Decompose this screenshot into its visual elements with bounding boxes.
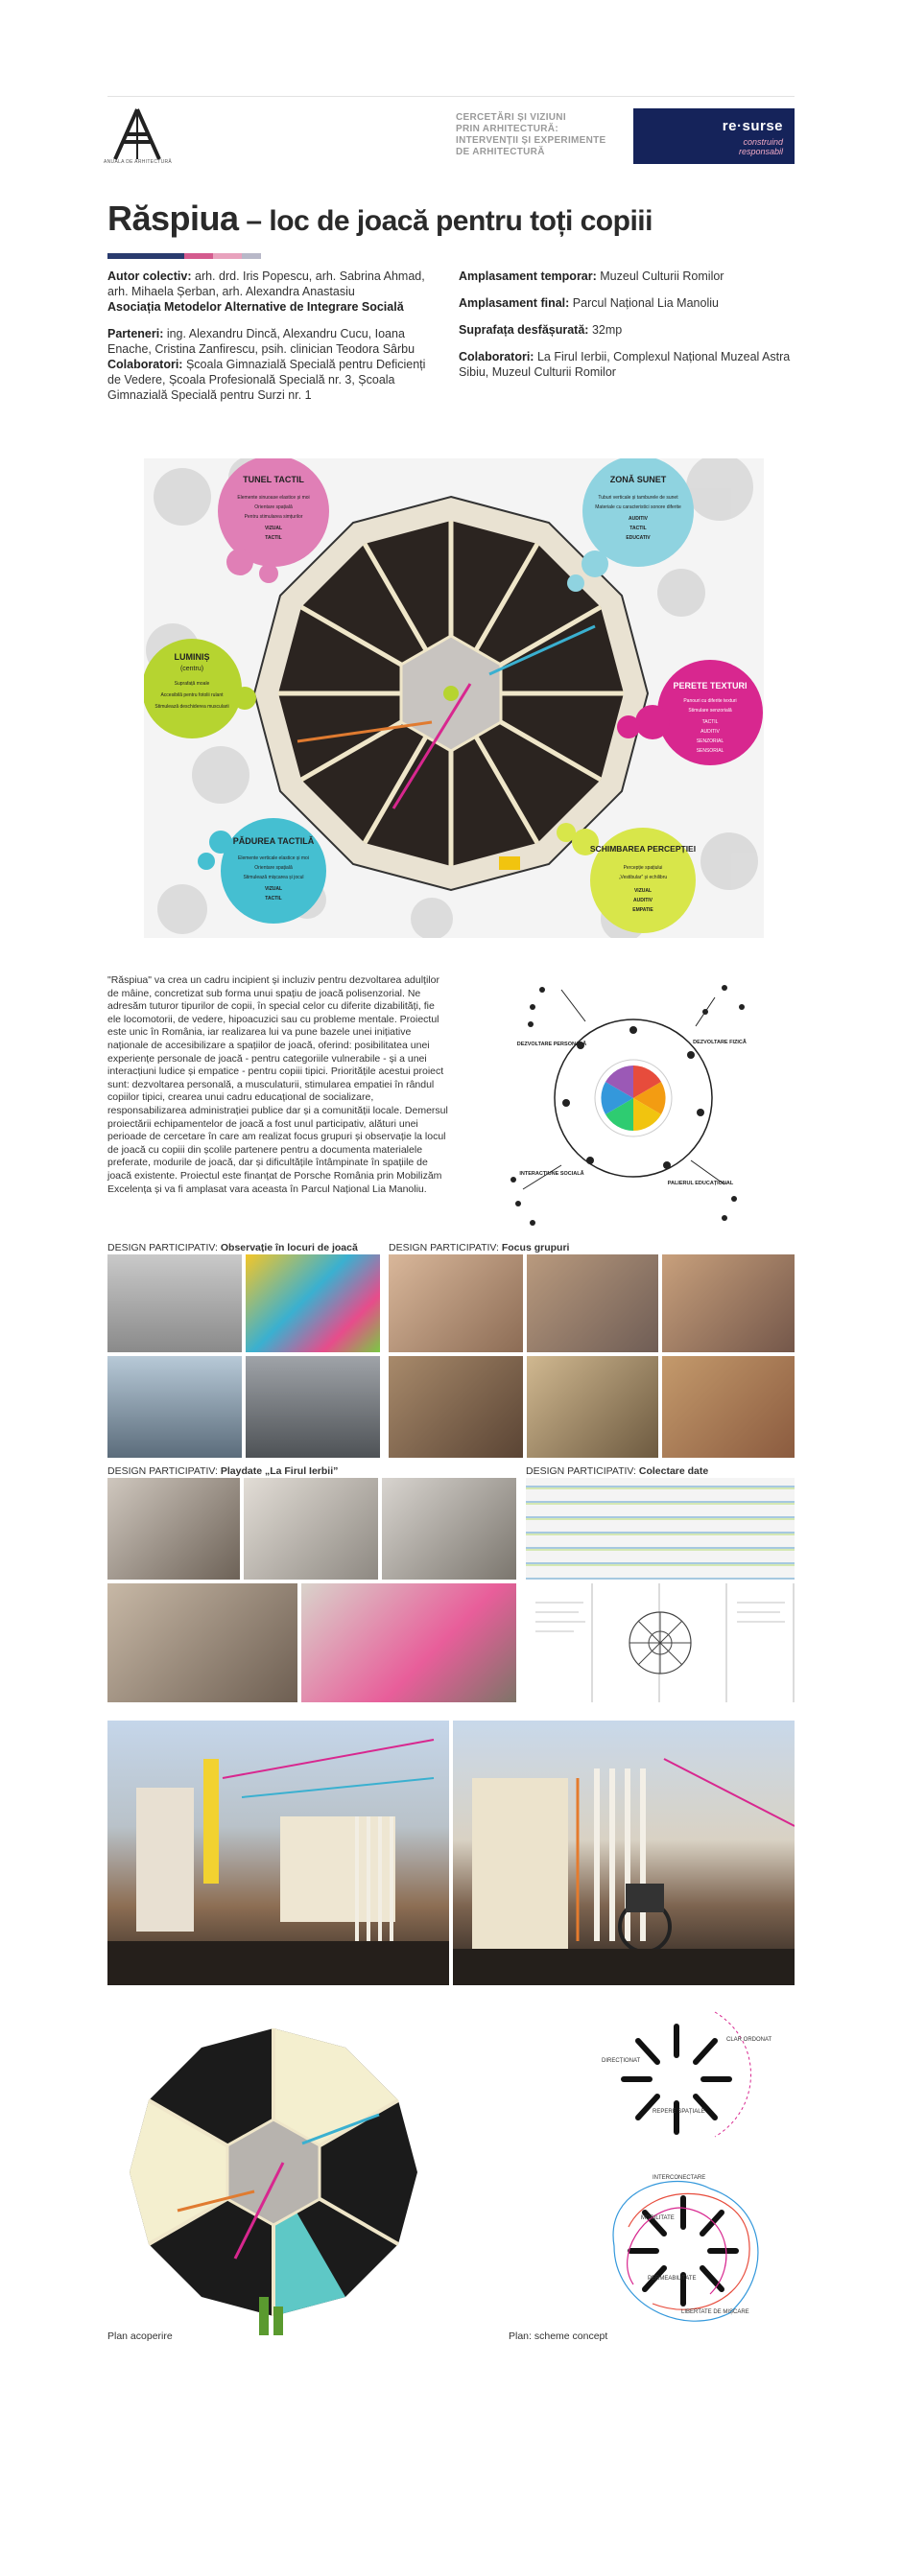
section-prefix: DESIGN PARTICIPATIV:	[107, 1465, 221, 1477]
bubble-line: VIZUAL	[264, 526, 283, 531]
bubble-line: Stimulare senzorială	[688, 708, 732, 714]
title-bar-segment	[107, 253, 146, 259]
photo-child-ball	[107, 1356, 242, 1458]
bubble-line: Elemente verticale elastice și moi	[238, 855, 309, 861]
collaborators-right	[459, 349, 795, 380]
bubble-subtitle: (centru)	[179, 666, 204, 672]
collab-label: Colaboratori:	[107, 358, 183, 371]
title-bar-segment	[184, 253, 213, 259]
final-site	[459, 295, 795, 311]
collaborators-right-label: Colaboratori:	[459, 350, 534, 363]
bubble-line: Percepție spațiului	[623, 865, 663, 871]
title-subtitle: – loc de joacă pentru toți copiii	[238, 205, 653, 237]
concept-scheme-2	[595, 2169, 777, 2332]
section-title: Observație în locuri de joacă	[220, 1242, 358, 1253]
bubble-tunel-title: TUNEL TACTIL	[243, 475, 304, 484]
area-value: 32mp	[588, 323, 623, 337]
title-bar-segment	[213, 253, 242, 259]
tagline-line: CERCETĂRI ȘI VIZIUNI	[456, 112, 566, 123]
bubble-line: AUDITIV	[633, 898, 653, 903]
association: Asociația Metodelor Alternative de Integrare Socială	[107, 300, 404, 314]
caption-concept-schemes: Plan: scheme concept	[509, 2330, 608, 2342]
render-interior-2-art	[453, 1721, 795, 1985]
photo-playdate-5	[301, 1583, 516, 1702]
final-site-label: Amplasament final:	[459, 296, 570, 310]
bubble-line: Suprafață moale	[174, 681, 210, 687]
section-prefix: DESIGN PARTICIPATIV:	[389, 1242, 502, 1253]
temp-site-value: Muzeul Culturii Romilor	[596, 269, 724, 283]
bubble-line: TACTIL	[701, 719, 719, 725]
photo-playground-ball	[246, 1254, 380, 1352]
site-plan-illustration	[144, 458, 764, 938]
section-playdate-label	[107, 1465, 338, 1477]
bubble-line: VIZUAL	[264, 886, 283, 892]
section-focus-label	[389, 1242, 569, 1253]
section-title: Playdate „La Firul Ierbii”	[220, 1465, 339, 1477]
concept-label: LIBERTATE DE MIȘCARE	[681, 2309, 749, 2315]
section-prefix: DESIGN PARTICIPATIV:	[107, 1242, 221, 1253]
section-prefix: DESIGN PARTICIPATIV:	[526, 1465, 639, 1477]
photo-data-tables	[526, 1478, 795, 1580]
partners-label: Parteneri:	[107, 327, 164, 340]
bubble-line: Orientare spațială	[254, 504, 293, 510]
concept-label: REPERE SPAȚIALE	[653, 2109, 705, 2115]
photo-focus-5	[527, 1356, 658, 1458]
bubble-line: TACTIL	[265, 535, 282, 541]
bubble-line: Stimulează deschiderea muscularii	[154, 704, 229, 710]
bubble-line: Stimulează mișcarea și jocul	[243, 875, 304, 880]
concept-label: PERMEABILITATE	[648, 2276, 697, 2282]
bubble-line: EDUCATIV	[626, 535, 651, 541]
bubble-line: Tuburi verticale și tamburele de sunet	[598, 495, 678, 501]
photo-playdate-1	[107, 1478, 240, 1580]
header-rule	[107, 96, 795, 97]
partners	[107, 326, 434, 403]
collab-value: Școala Gimnazială Specială pentru Deficienți de Vedere, Școala Profesională Specială nr. 3, Școala Gimnazială Specială pentru Surzi nr. 1	[107, 358, 426, 402]
photo-playdate-4	[107, 1583, 297, 1702]
schema-label: PALIERUL EDUCAȚIONAL	[667, 1181, 734, 1186]
photo-trampoline	[107, 1254, 242, 1352]
bubble-line: SENSORIAL	[696, 748, 724, 754]
bubble-lumini-title: LUMINIȘ	[174, 652, 210, 662]
roof-plan-illustration	[115, 2009, 432, 2345]
area-label: Suprafața desfășurată:	[459, 323, 589, 337]
bubble-line: TACTIL	[629, 526, 647, 531]
section-colectare-label	[526, 1465, 708, 1477]
brand-sub-line: responsabil	[738, 147, 783, 156]
bubble-line: Panouri cu diferite texturi	[683, 698, 737, 704]
tagline-line: PRIN ARHITECTURĂ:	[456, 124, 558, 134]
area	[459, 322, 795, 338]
project-description: "Răspiua" va crea un cadru incipient și incluziv pentru dezvoltarea adulților de mâine, concretizat sub forma unui spațiu de joacă polisenzorial. Ne adresăm tuturor tipurilor de copii, în special celor cu diferite dizabilități, fie ele locomotorii, de vedere, hipoacuzici sau cu probleme mentale. Proiectul este unic în România, iar realizarea lui va pune bazele unei inițiative naționale de accesibilizare a spațiilor de joacă, oferind: posibilitatea unei experiențe personale de joacă - pentru categoriile vulnerabile - și a unei interacțiuni ludice și empatice - pentru copiii tipici. Prioritățile acestui proiect sunt: dezvoltarea personală, a musculaturii, stimularea empatiei în rândul copiilor tipici, crearea unui cadru educațional de socializare, responsabilizarea administrației publice dar și a comunității locale. Demersul proiectării echipamentelor de joacă a fost unul participativ, alături unei perioade de cercetare în care am realizat focus grupuri și observație la locul de joacă cu copiii din școlile partenere pentru a documenta materialele preferate, modurile de joacă, dar și dificultățile întâmpinate în spațiile de joacă existente. Proiectul este finanțat de Porsche România prin Mobilizăm Excelența și va fi amplasat vara aceasta în Parcul Național Lia Manoliu.	[107, 974, 448, 1195]
meta-left	[107, 269, 434, 414]
render-interior-1	[107, 1721, 449, 1985]
logo-caption: ANUALA DE ARHITECTURĂ	[104, 159, 173, 165]
bubble-line: Elemente sinuoase elastice și moi	[237, 495, 310, 501]
concept-scheme-1	[600, 2002, 772, 2156]
schema-label: DEZVOLTARE FIZICĂ	[693, 1040, 747, 1045]
schema-label: INTERACȚIUNE SOCIALĂ	[519, 1171, 584, 1177]
bubble-schimbarea-title: SCHIMBAREA PERCEPȚIEI	[589, 844, 697, 854]
tagline	[456, 112, 619, 158]
partners-value: ing. Alexandru Dincă, Alexandru Cucu, Ioana Enache, Cristina Zanfirescu, psih. clinician Teodora Sârbu	[107, 327, 415, 356]
concept-label: MOBILITATE	[641, 2215, 675, 2221]
tagline-line: INTERVENȚII ȘI EXPERIMENTE	[456, 135, 606, 146]
section-title: Colectare date	[638, 1465, 709, 1477]
authors	[107, 269, 434, 315]
brand-name: re·surse	[722, 118, 783, 134]
authors-value: arh. drd. Iris Popescu, arh. Sabrina Ahmad, arh. Mihaela Șerban, arh. Alexandra Anastasiu	[107, 269, 425, 298]
title-color-bar	[107, 253, 261, 259]
bubble-line: Pentru stimularea simțurilor	[244, 514, 303, 520]
brand-badge	[633, 108, 795, 164]
title-bar-segment	[242, 253, 261, 259]
section-title: Focus grupuri	[501, 1242, 570, 1253]
photo-playdate-2	[244, 1478, 378, 1580]
photo-playdate-3	[382, 1478, 516, 1580]
bubble-perete-title: PERETE TEXTURI	[673, 681, 748, 691]
final-site-value: Parcul Național Lia Manoliu	[569, 296, 719, 310]
photo-focus-4	[389, 1356, 523, 1458]
collaborators-right-value: La Firul Ierbii, Complexul Național Muzeal Astra Sibiu, Muzeul Culturii Romilor	[459, 350, 791, 379]
concept-label: CLAR ORDONAT	[726, 2037, 772, 2043]
bubble-zona-title: ZONĂ SUNET	[609, 475, 667, 484]
concept-label: INTERCONECTARE	[653, 2175, 706, 2181]
photo-focus-2	[527, 1254, 658, 1352]
bubble-padurea-title: PĂDUREA TACTILĂ	[232, 836, 315, 846]
meta-right	[459, 269, 795, 391]
bubble-line: „Vestibular” și echilibru	[618, 875, 668, 880]
bubble-line: Accesibilă pentru fotolii rulant	[160, 692, 224, 698]
photo-focus-3	[662, 1254, 795, 1352]
bubble-line: VIZUAL	[633, 888, 653, 894]
bubble-line: TACTIL	[265, 896, 282, 902]
section-observatie-label	[107, 1242, 358, 1253]
bubble-line: EMPATIE	[632, 907, 653, 913]
temp-site-label: Amplasament temporar:	[459, 269, 597, 283]
logo-icon	[104, 105, 171, 165]
brand-sub-line: construind	[743, 137, 783, 147]
photo-data-sheets	[526, 1583, 795, 1702]
bubble-line: Orientare spațială	[254, 865, 293, 871]
development-schema-diagram	[494, 978, 763, 1235]
photo-focus-1	[389, 1254, 523, 1352]
page-title	[107, 199, 653, 239]
title-main: Răspiua	[107, 199, 239, 238]
bubble-line: SENZORIAL	[696, 738, 724, 744]
photo-play-equipment	[246, 1356, 380, 1458]
brand-subtitle	[739, 137, 783, 156]
render-interior-2	[453, 1721, 795, 1985]
schema-label: DEZVOLTARE PERSONALĂ	[516, 1042, 587, 1047]
concept-label: DIRECȚIONAT	[602, 2058, 641, 2064]
render-interior-1-art	[107, 1721, 449, 1985]
data-sketch-icon	[526, 1583, 795, 1702]
tagline-line: DE ARHITECTURĂ	[456, 147, 545, 157]
caption-roof-plan: Plan acoperire	[107, 2330, 173, 2342]
photo-focus-6	[662, 1356, 795, 1458]
bubble-line: Materiale cu caracteristici sonore diferite	[595, 504, 681, 510]
authors-label: Autor colectiv:	[107, 269, 192, 283]
temp-site	[459, 269, 795, 284]
bubble-line: AUDITIV	[700, 729, 720, 735]
title-bar-segment	[146, 253, 184, 259]
bubble-line: AUDITIV	[629, 516, 648, 522]
